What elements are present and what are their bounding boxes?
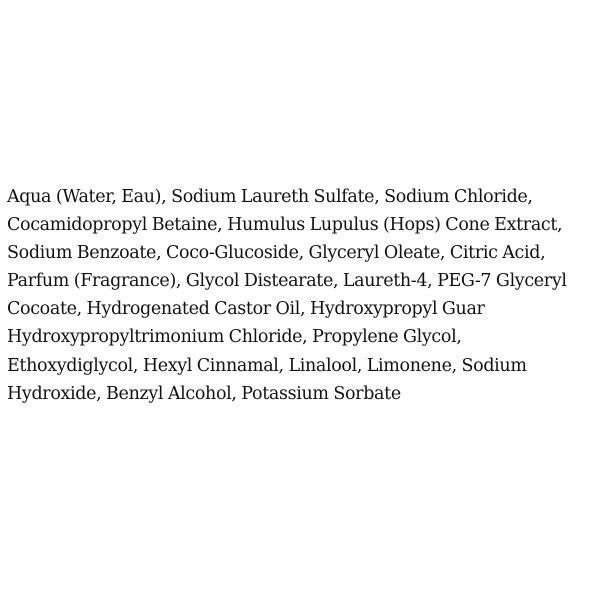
- ingredient-line: Cocoate, Hydrogenated Castor Oil, Hydroxypropyl Guar: [7, 299, 485, 320]
- ingredient-line: Parfum (Fragrance), Glycol Distearate, Laureth-4, PEG-7 Glyceryl: [7, 271, 567, 292]
- ingredient-line: Hydroxypropyltrimonium Chloride, Propylene Glycol,: [7, 327, 462, 348]
- ingredient-line: Sodium Benzoate, Coco-Glucoside, Glyceryl Oleate, Citric Acid,: [7, 243, 546, 264]
- ingredient-line: Cocamidopropyl Betaine, Humulus Lupulus (Hops) Cone Extract,: [7, 215, 563, 236]
- ingredient-line: Aqua (Water, Eau), Sodium Laureth Sulfate, Sodium Chloride,: [7, 187, 533, 207]
- ingredient-line: Ethoxydiglycol, Hexyl Cinnamal, Linalool, Limonene, Sodium: [7, 355, 527, 376]
- ingredient-line: Hydroxide, Benzyl Alcohol, Potassium Sorbate: [7, 383, 401, 404]
- ingredient-list: [7, 183, 597, 408]
